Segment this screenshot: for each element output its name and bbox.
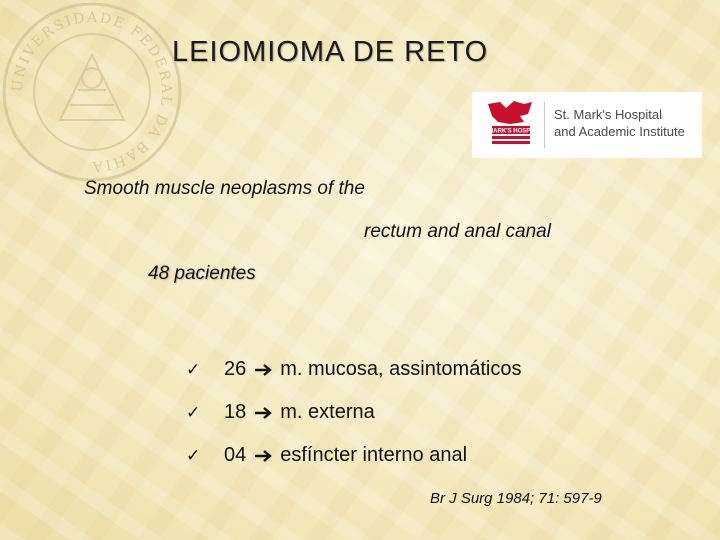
patient-count: 48 pacientes [148,263,256,284]
crest-text: ST MARK'S HOSPITAL [478,128,544,135]
arrow-right-icon [254,406,274,420]
hospital-name-line1: St. Mark's Hospital [554,107,662,122]
item-count: 18 [224,401,247,423]
checkmark-icon: ✓ [186,402,201,423]
item-count: 04 [224,444,247,466]
item-count: 26 [224,358,247,380]
arrow-right-icon [254,449,274,463]
hospital-name [554,106,685,140]
checkmark-icon: ✓ [186,359,201,380]
item-text: m. mucosa, assintomáticos [280,358,522,380]
winged-lion-crest-icon [478,98,544,150]
study-title-line2: rectum and anal canal [364,221,551,242]
hospital-name-line2: and Academic Institute [554,124,685,139]
list-item [186,434,521,477]
item-text: esfíncter interno anal [280,444,468,466]
st-marks-logo [472,92,702,158]
university-seal-watermark [0,0,185,185]
list-item [186,391,521,434]
list-item [186,348,521,391]
logo-divider [544,102,545,148]
item-text: m. externa [280,401,375,423]
arrow-right-icon [254,363,274,377]
findings-list [186,348,521,477]
citation: Br J Surg 1984; 71: 597-9 [430,490,602,507]
checkmark-icon: ✓ [186,445,201,466]
seal-text: UNIVERSIDADE FEDERAL DA BAHIA [9,9,175,175]
study-title-line1: Smooth muscle neoplasms of the [84,178,365,199]
slide-title: LEIOMIOMA DE RETO [172,36,489,68]
